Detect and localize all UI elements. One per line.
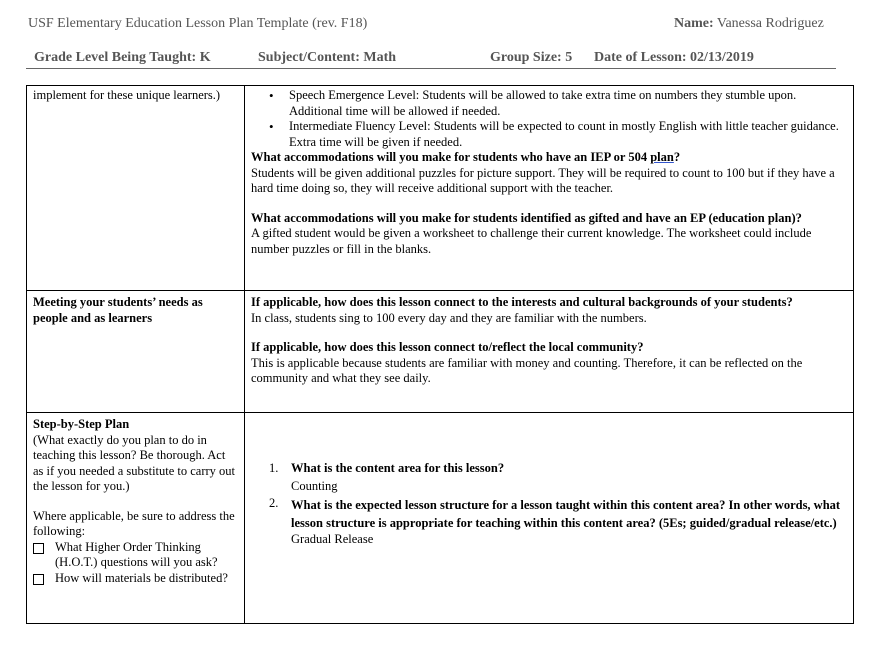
row-label-cell bbox=[27, 413, 245, 624]
subject-value: Math bbox=[363, 50, 397, 65]
step-plan-description: (What exactly do you plan to do in teaching this lesson? Be thorough. Act as if you needed a substitute to carry out the lesson for you.) bbox=[33, 432, 236, 493]
grade-level bbox=[34, 50, 211, 66]
checklist-label: How will materials be distributed? bbox=[55, 570, 228, 585]
question-underlined-word: plan bbox=[650, 150, 674, 164]
subject-label: Subject/Content: bbox=[258, 50, 360, 65]
checklist-item[interactable] bbox=[33, 571, 238, 587]
grade-value: K bbox=[199, 50, 211, 65]
esol-level-list bbox=[251, 88, 847, 150]
step-plan-where: Where applicable, be sure to address the following: bbox=[33, 508, 235, 538]
bullet-icon: • bbox=[269, 88, 274, 103]
name-label: Name: bbox=[674, 16, 714, 31]
question: What is the expected lesson structure for a lesson taught within this content area? In other words, what lesson structure is appropriate for teaching within this content area? (5Es; guided/gradual release/etc.) bbox=[291, 498, 841, 530]
row-content-cell bbox=[245, 86, 854, 291]
group-value: 5 bbox=[565, 50, 573, 65]
answer: Counting bbox=[291, 478, 338, 493]
lesson-plan-table bbox=[26, 85, 854, 624]
answer: This is applicable because students are familiar with money and counting. Therefore, it can be reflected on the community and what they see daily. bbox=[251, 355, 803, 385]
question: What is the content area for this lesson? bbox=[291, 461, 505, 475]
checklist-item[interactable] bbox=[33, 540, 238, 571]
checklist-label: What Higher Order Thinking (H.O.T.) questions will you ask? bbox=[55, 539, 218, 569]
list-item-text: Intermediate Fluency Level: Students will be expected to count in mostly English with little teacher guidance. Extra time will be given if needed. bbox=[289, 119, 839, 149]
answer: Students will be given additional puzzles for picture support. They will be required to count to 100 but if they have a hard time doing so, they will receive additional support with the teacher. bbox=[251, 165, 835, 195]
plan-question-list bbox=[251, 461, 847, 548]
bullet-icon: • bbox=[269, 119, 274, 134]
question bbox=[251, 150, 847, 166]
question-text: What accommodations will you make for students who have an IEP or 504 bbox=[251, 150, 651, 164]
checkbox[interactable] bbox=[33, 574, 44, 585]
row-label-cell bbox=[27, 86, 245, 291]
row-label-cell bbox=[27, 291, 245, 413]
list-item bbox=[269, 88, 847, 119]
date-label: Date of Lesson: bbox=[594, 50, 687, 65]
group-label: Group Size: bbox=[490, 50, 562, 65]
question: If applicable, how does this lesson connect to the interests and cultural backgrounds of your students? bbox=[251, 295, 793, 309]
row-label: implement for these unique learners.) bbox=[33, 88, 221, 102]
answer: Gradual Release bbox=[291, 532, 374, 546]
header-divider bbox=[26, 68, 836, 69]
template-title: USF Elementary Education Lesson Plan Template (rev. F18) bbox=[28, 16, 368, 31]
name-value: Vanessa Rodriguez bbox=[716, 16, 824, 31]
row-label: Meeting your students’ needs as people and as learners bbox=[33, 295, 203, 325]
table-row bbox=[27, 291, 854, 413]
lesson-date bbox=[594, 50, 754, 66]
date-value: 02/13/2019 bbox=[690, 50, 754, 65]
answer: In class, students sing to 100 every day and they are familiar with the numbers. bbox=[251, 310, 647, 325]
group-size bbox=[490, 50, 572, 66]
list-number: 2. bbox=[269, 496, 279, 510]
list-item-text: Speech Emergence Level: Students will be allowed to take extra time on numbers they stumble upon. Additional time will be allowed if needed. bbox=[289, 88, 797, 118]
step-plan-title: Step-by-Step Plan bbox=[33, 417, 130, 431]
grade-label: Grade Level Being Taught: bbox=[34, 50, 197, 65]
question: If applicable, how does this lesson connect to/reflect the local community? bbox=[251, 340, 644, 354]
teacher-name bbox=[674, 16, 824, 32]
list-number: 1. bbox=[269, 461, 279, 475]
table-row bbox=[27, 413, 854, 624]
list-item bbox=[269, 461, 847, 494]
subject-content bbox=[258, 50, 396, 66]
row-content-cell bbox=[245, 413, 854, 624]
list-item bbox=[269, 496, 847, 548]
table-row bbox=[27, 86, 854, 291]
question-mark: ? bbox=[673, 150, 681, 164]
row-content-cell bbox=[245, 291, 854, 413]
list-item bbox=[269, 119, 847, 150]
answer: A gifted student would be given a worksheet to challenge their current knowledge. The worksheet could include number puzzles or fill in the blanks. bbox=[251, 226, 812, 256]
checkbox[interactable] bbox=[33, 543, 44, 554]
question: What accommodations will you make for students identified as gifted and have an EP (education plan)? bbox=[251, 210, 802, 225]
